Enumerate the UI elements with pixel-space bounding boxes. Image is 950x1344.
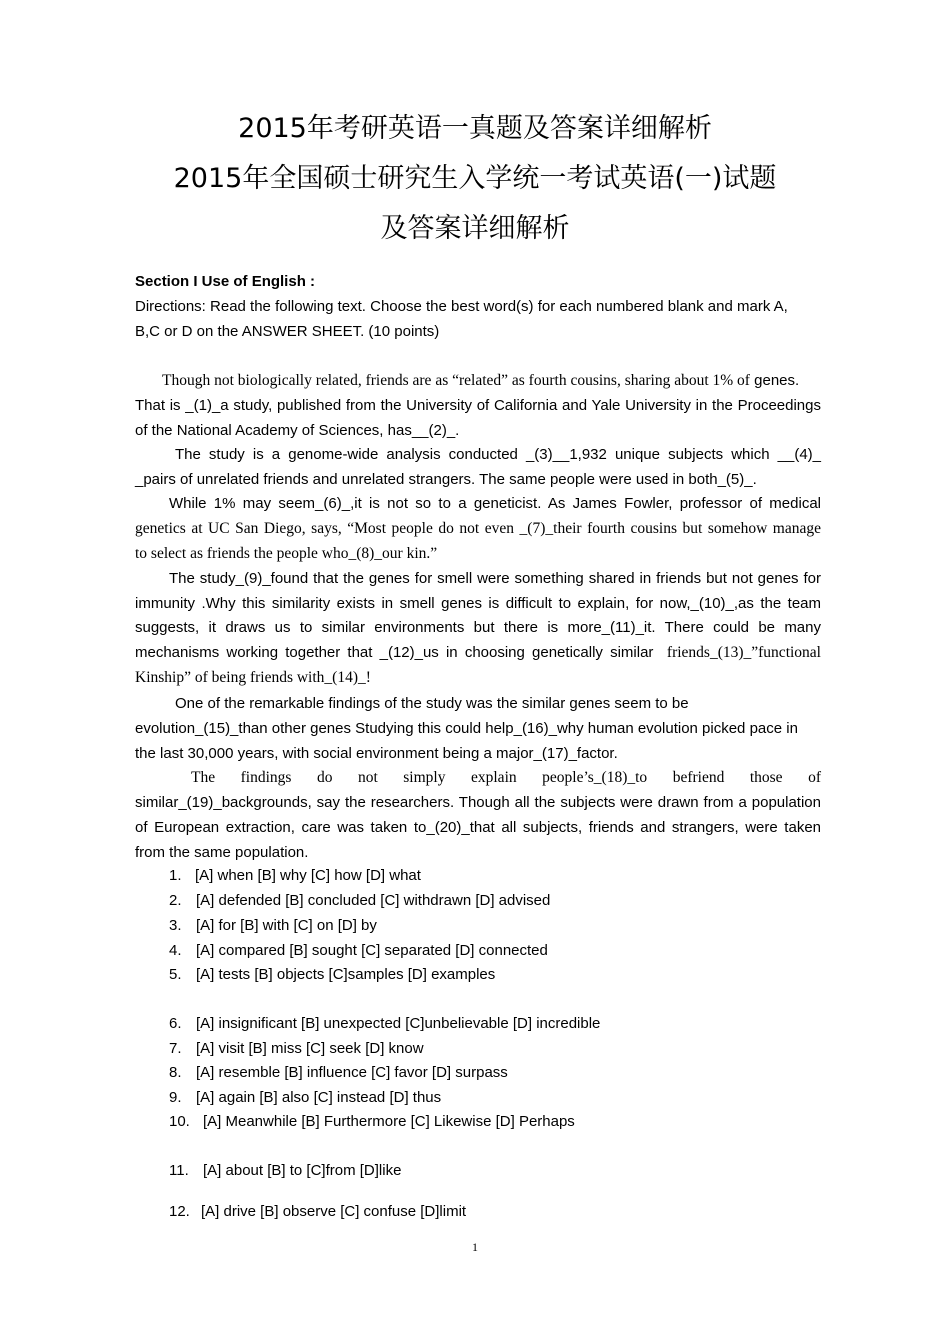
passage-p4-line-5: Kinship” of being friends with_(14)_! [135,669,371,686]
option-item [169,1063,508,1083]
option-text: [A] about [B] to [C]from [D]like [203,1162,402,1179]
option-text: [A] resemble [B] influence [C] favor [D] surpass [196,1064,508,1081]
option-text: [A] again [B] also [C] instead [D] thus [196,1089,442,1106]
option-text: [A] visit [B] miss [C] seek [D] know [196,1040,424,1057]
option-number: 8. [169,1064,182,1081]
option-number: 2. [169,892,182,909]
passage-p6-line-2: similar_(19)_backgrounds, say the researchers. Though all the subjects were drawn from a population [135,794,821,811]
option-number: 11. [169,1162,189,1179]
passage-p5-line-1: One of the remarkable findings of the study was the similar genes seem to be [175,695,689,712]
passage-p3-line-1: While 1% may seem_(6)_,it is not so to a geneticist. As James Fowler, professor of medical [169,495,821,512]
option-number: 1. [169,867,182,884]
option-number: 6. [169,1015,182,1032]
option-text: [A] Meanwhile [B] Furthermore [C] Likewise [D] Perhaps [203,1113,575,1130]
passage-p4-line-3: suggests, it draws us to similar environments but there is more_(11)_it. There could be many [135,619,821,636]
passage-p1-line-1b: genes. [749,372,800,389]
passage-p2-line-2: _pairs of unrelated friends and unrelated strangers. The same people were used in both_(5)_. [135,471,757,488]
passage-p4-line-4b: friends_(13)_”functional [666,644,821,661]
doc-title-line-3: 及答案详细解析 [380,213,570,244]
passage-p4-line-4a: mechanisms working together that _(12)_us in choosing genetically similar [135,644,654,661]
passage-p4-line-2: immunity .Why this similarity exists in smell genes is difficult to explain, for now,_(10)_,as the team [135,595,821,612]
directions-line-2: B,C or D on the ANSWER SHEET. (10 points) [135,323,440,340]
option-text: [A] drive [B] observe [C] confuse [D]limit [201,1203,467,1220]
option-number: 4. [169,942,182,959]
option-text: [A] for [B] with [C] on [D] by [196,917,377,934]
option-item [169,891,550,911]
option-item [169,1202,466,1222]
option-text: [A] insignificant [B] unexpected [C]unbelievable [D] incredible [196,1015,601,1032]
option-number: 9. [169,1089,182,1106]
option-item [169,866,421,886]
option-text: [A] compared [B] sought [C] separated [D] connected [196,942,548,959]
passage-p5-line-3: the last 30,000 years, with social environment being a major_(17)_factor. [135,745,618,762]
option-item [169,1014,600,1034]
option-item [169,965,495,985]
passage-p3-line-2: genetics at UC San Diego, says, “Most people do not even _(7)_their fourth cousins but somehow manage [135,520,821,537]
option-text: [A] defended [B] concluded [C] withdrawn [D] advised [196,892,551,909]
doc-title-line-2: 2015年全国硕士研究生入学统一考试英语(一)试题 [173,163,777,194]
section-heading: Section I Use of English : [135,273,316,290]
option-number: 5. [169,966,182,983]
option-item [169,916,377,936]
option-item [169,1161,401,1181]
option-item [169,1039,424,1059]
option-number: 10. [169,1113,190,1130]
passage-p6-line-1: The findings do not simply explain people’s_(18)_to befriend those of [191,769,821,786]
option-number: 3. [169,917,182,934]
passage-p5-line-2: evolution_(15)_than other genes Studying this could help_(16)_why human evolution picked pace in [135,720,798,737]
option-item [169,1112,575,1132]
passage-p1-line-1a: Though not biologically related, friends are as “related” as fourth cousins, sharing about 1% of [162,372,750,389]
option-number: 7. [169,1040,182,1057]
option-text: [A] when [B] why [C] how [D] what [195,867,421,884]
directions-line-1: Directions: Read the following text. Choose the best word(s) for each numbered blank and mark A, [135,298,788,315]
page-number: 1 [472,1240,478,1254]
passage-p2-line-1: The study is a genome-wide analysis conducted _(3)__1,932 unique subjects which __(4)_ [175,446,821,463]
passage-p1-line-1 [135,371,821,391]
passage-p3-line-3: to select as friends the people who_(8)_our kin.” [135,545,438,562]
option-text: [A] tests [B] objects [C]samples [D] examples [196,966,496,983]
option-item [169,1088,441,1108]
option-number: 12. [169,1203,190,1220]
passage-p6-line-4: from the same population. [135,844,309,861]
option-item [169,941,548,961]
passage-p1-line-3: of the National Academy of Sciences, has__(2)_. [135,422,460,439]
passage-p4-line-4 [135,643,821,663]
passage-p1-line-2: That is _(1)_a study, published from the University of California and Yale University in the Proceedings [135,397,821,414]
passage-p4-line-1: The study_(9)_found that the genes for smell were something shared in friends but not genes for [169,570,821,587]
doc-title-line-1: 2015年考研英语一真题及答案详细解析 [238,113,712,144]
passage-p6-line-3: of European extraction, care was taken to_(20)_that all subjects, friends and strangers, were taken [135,819,821,836]
